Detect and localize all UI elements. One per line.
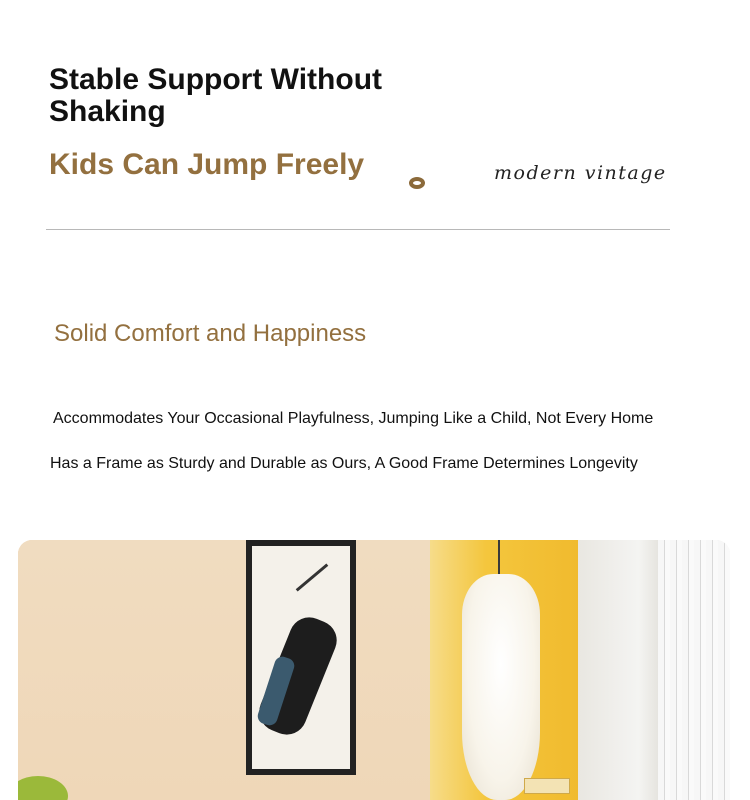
interior-photo: [18, 540, 730, 800]
wall-beige: [18, 540, 438, 800]
lamp-cord: [498, 540, 500, 574]
body-line-1: Accommodates Your Occasional Playfulness, Jumping Like a Child, Not Every Home: [53, 410, 654, 427]
ring-ornament-icon: [409, 177, 425, 189]
body-line-2: Has a Frame as Sturdy and Durable as Ours, A Good Frame Determines Longevity: [50, 455, 638, 472]
pendant-lamp: [462, 574, 540, 800]
divider: [46, 229, 670, 230]
subheadline: Kids Can Jump Freely: [49, 148, 365, 181]
brush-stroke: [296, 563, 329, 591]
artwork-canvas: [252, 546, 350, 769]
brand-script: modern vintage: [494, 162, 667, 184]
section-title: Solid Comfort and Happiness: [54, 320, 367, 347]
wall-outlet: [524, 778, 570, 794]
window-blinds: [658, 540, 730, 800]
framed-artwork: [246, 540, 356, 775]
headline: Stable Support Without Shaking: [49, 63, 383, 128]
